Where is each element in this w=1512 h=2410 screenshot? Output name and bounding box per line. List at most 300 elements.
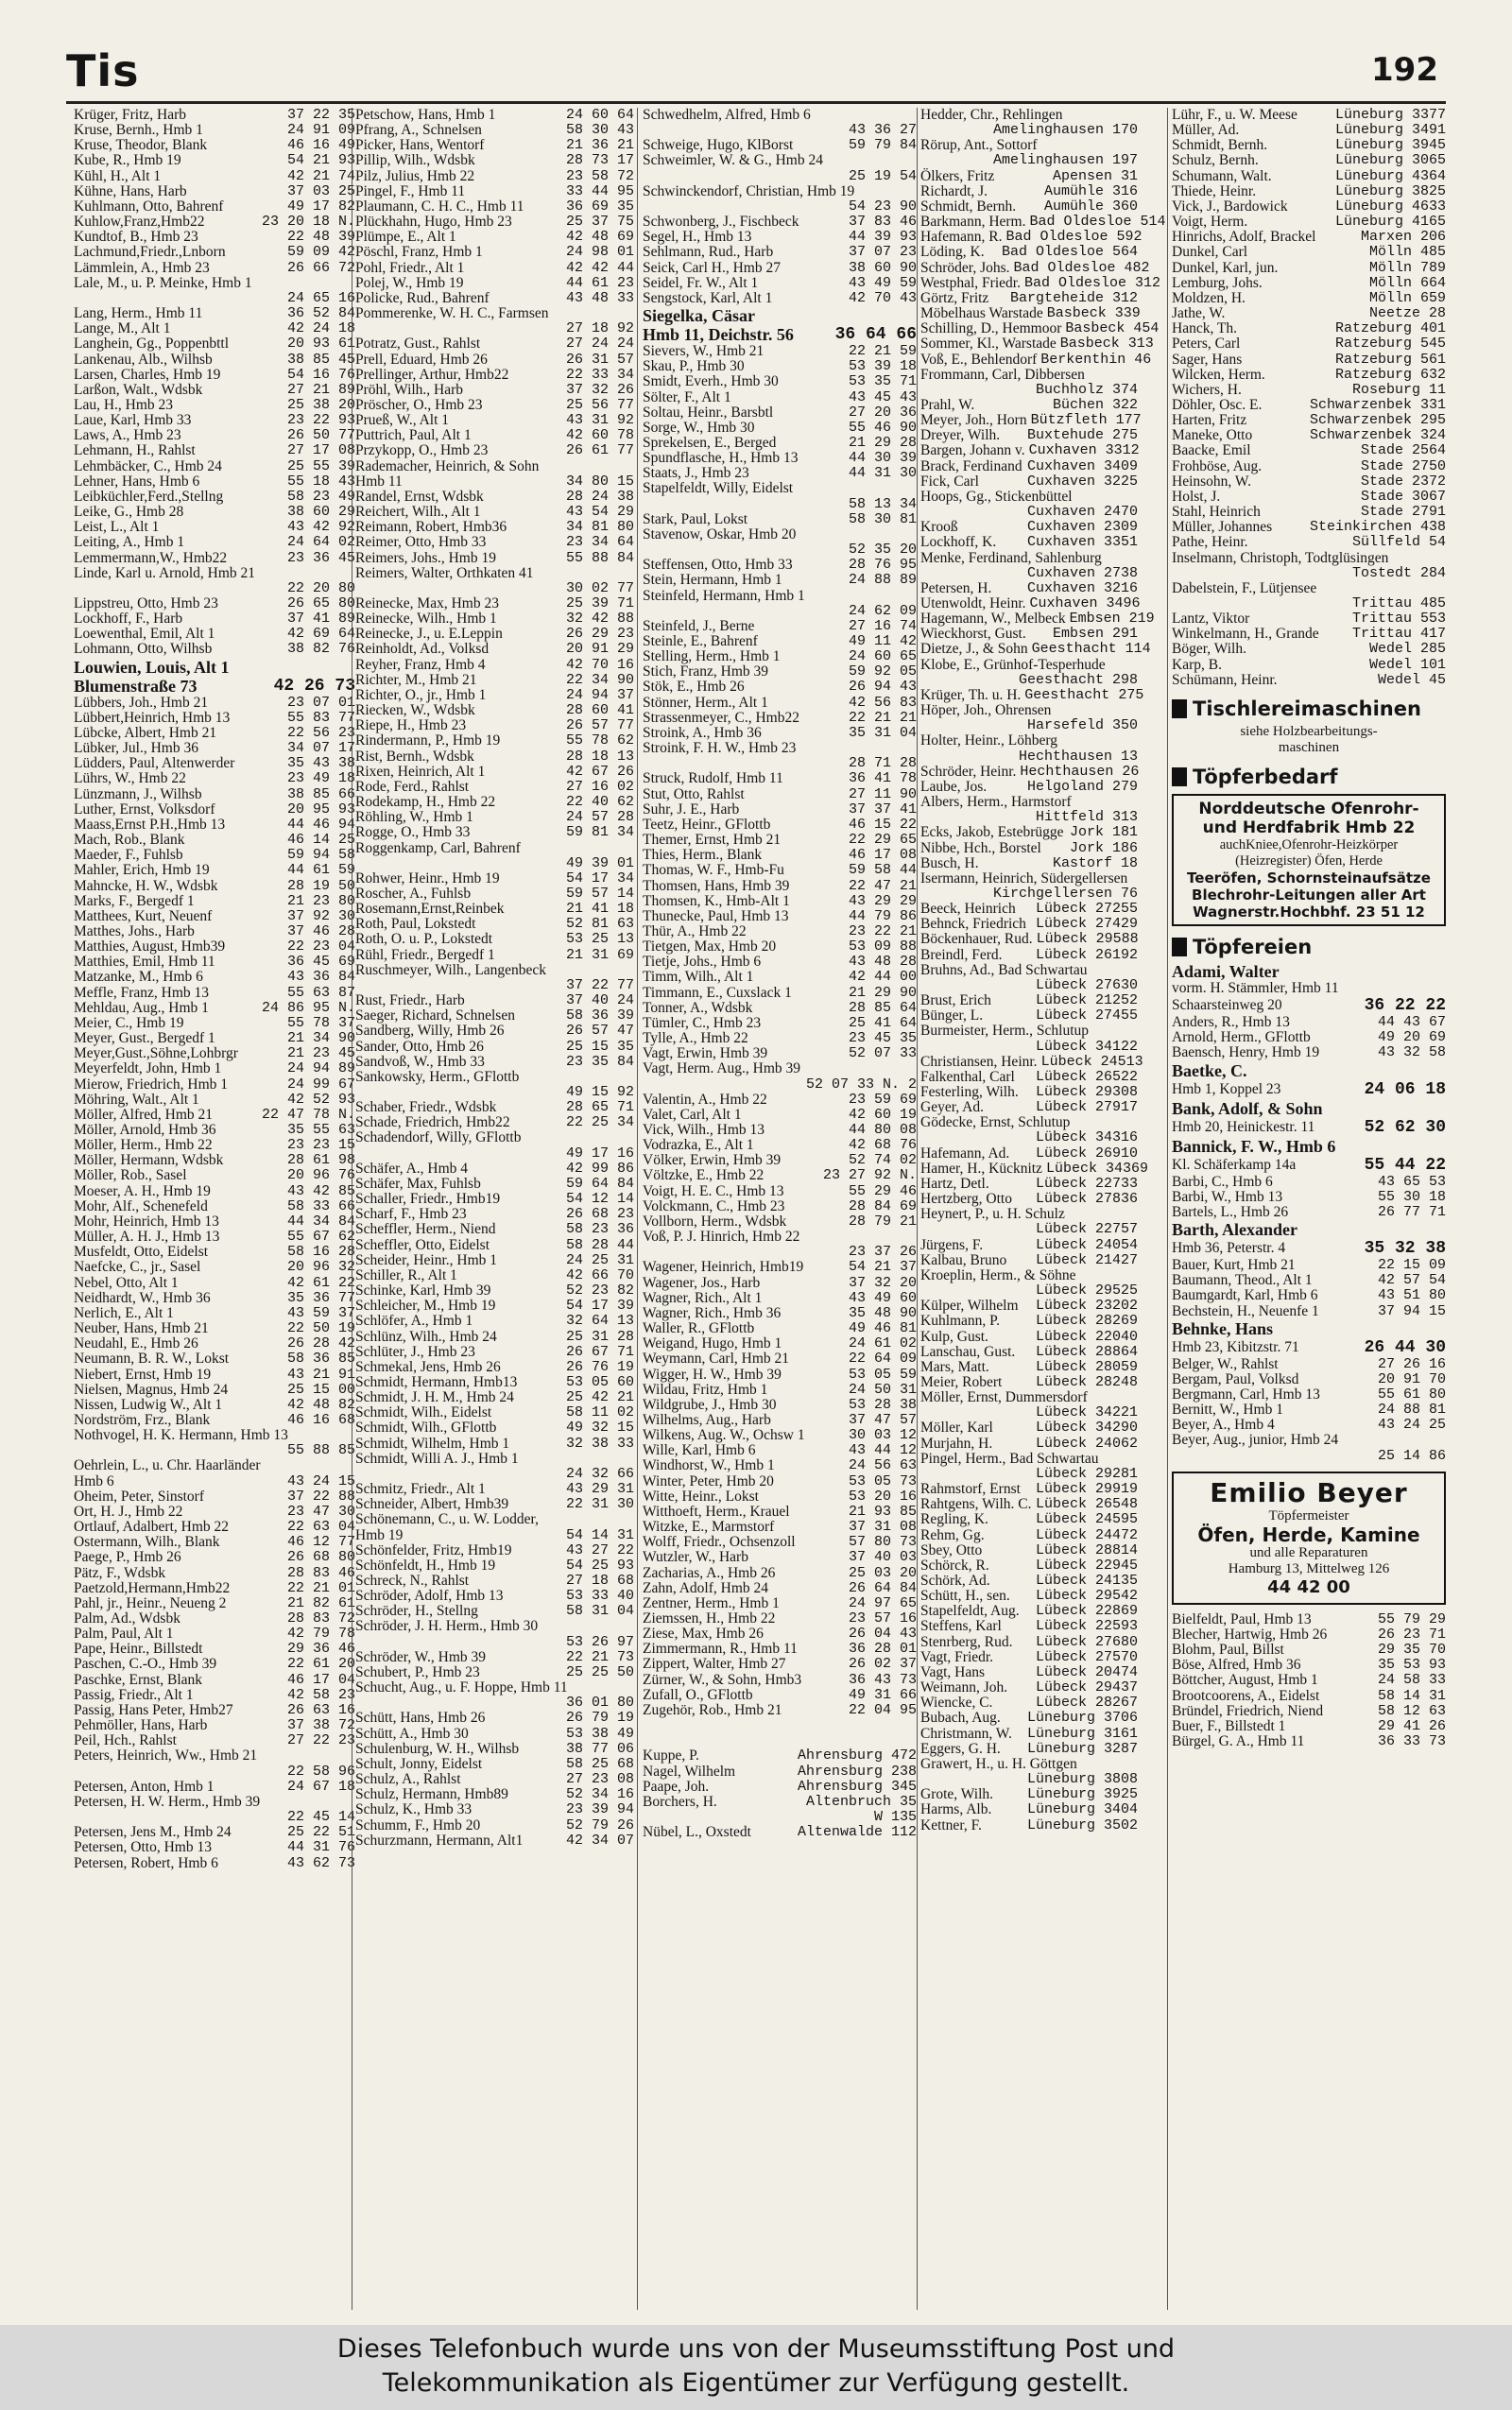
listing-entry <box>74 1550 355 1565</box>
listing-entry <box>355 520 634 535</box>
listing-entry <box>74 924 355 939</box>
entry-name: Frohböse, Aug. <box>1172 457 1263 474</box>
entry-phone: 24 61 02 <box>848 1335 917 1352</box>
entry-name: Hmb 11, Deichstr. 56 <box>643 325 794 345</box>
entry-phone: 25 56 77 <box>565 396 634 413</box>
listing-entry <box>355 1818 634 1833</box>
listing-entry <box>355 368 634 383</box>
listing-entry <box>355 1543 634 1558</box>
listing-entry <box>355 336 634 352</box>
entry-phone: 22 04 95 <box>848 1701 917 1718</box>
listing-entry <box>1172 596 1446 611</box>
entry-name: Paetzold,Hermann,Hmb22 <box>74 1579 231 1596</box>
entry-name: Möller, Alfred, Hmb 21 <box>74 1106 214 1123</box>
entry-name: Wigger, H. W., Hmb 39 <box>643 1366 782 1383</box>
listing-entry <box>643 1748 917 1764</box>
entry-name: Blumenstraße 73 <box>74 676 198 696</box>
listing-entry <box>74 368 355 383</box>
listing-entry <box>74 535 355 550</box>
entry-name: Lührs, W., Hmb 22 <box>74 770 186 787</box>
entry-phone: 35 43 38 <box>286 755 355 772</box>
listing-entry <box>920 595 1141 611</box>
entry-name: Moldzen, H. <box>1172 289 1246 306</box>
entry-name: Sievers, W., Hmb 21 <box>643 343 765 360</box>
entry-name: Stut, Otto, Rahlst <box>643 785 745 802</box>
entry-name: Krüger, Fritz, Harb <box>74 107 187 123</box>
entry-name <box>355 1085 363 1100</box>
listing-entry <box>74 863 355 878</box>
listing-entry <box>643 1688 917 1703</box>
entry-phone: 25 15 35 <box>565 1038 634 1055</box>
entry-phone: Lübeck 28248 <box>1035 1373 1138 1390</box>
listing-entry <box>1172 642 1446 657</box>
entry-name: Festerling, Wilh. <box>920 1084 1019 1100</box>
entry-phone: 37 37 41 <box>848 800 917 818</box>
entry-phone: 42 68 76 <box>848 1137 917 1154</box>
listing-entry <box>355 825 634 840</box>
entry-name: Hertzberg, Otto <box>920 1191 1012 1208</box>
entry-phone: Lübeck 34316 <box>1035 1129 1138 1146</box>
listing-entry <box>920 1727 1138 1742</box>
listing-entry <box>920 459 1138 474</box>
entry-phone: 53 33 40 <box>565 1588 634 1605</box>
listing-entry <box>643 879 917 894</box>
listing-entry <box>643 1780 917 1795</box>
entry-name: Baumgardt, Karl, Hmb 6 <box>1172 1287 1318 1304</box>
entry-name: Witthoeft, Herm., Krauel <box>643 1503 790 1520</box>
entry-phone: 53 35 71 <box>848 373 917 390</box>
listing-entry <box>1172 413 1446 428</box>
entry-phone: Lübeck 26522 <box>1035 1068 1138 1085</box>
entry-phone: 37 22 88 <box>286 1488 355 1505</box>
entry-name: Krooß <box>920 519 958 536</box>
listing-entry <box>74 108 355 123</box>
entry-phone: 25 38 20 <box>286 396 355 413</box>
entry-name: Bank, Adolf, & Sohn <box>1172 1098 1323 1118</box>
entry-name: Reimers, Johs., Hmb 19 <box>355 549 496 566</box>
entry-name: Blohm, Paul, Billst <box>1172 1642 1284 1659</box>
listing-entry <box>355 1085 634 1100</box>
listing-entry <box>355 1467 634 1482</box>
entry-phone: 26 94 43 <box>848 679 917 696</box>
entry-name: Struck, Rudolf, Hmb 11 <box>643 770 783 787</box>
entry-phone: Cuxhaven 3216 <box>1026 579 1138 596</box>
entry-name: Rahmstorf, Ernst <box>920 1481 1021 1498</box>
entry-phone: 42 70 43 <box>848 289 917 306</box>
entry-name: Neumann, B. R. W., Lokst <box>74 1351 230 1368</box>
entry-name: Steffensen, Otto, Hmb 33 <box>643 557 793 574</box>
entry-phone: 28 65 71 <box>565 1099 634 1116</box>
entry-phone: 24 60 65 <box>848 648 917 665</box>
listing-entry <box>643 634 917 649</box>
entry-name: Rühl, Friedr., Bergedf 1 <box>355 946 495 963</box>
entry-name: Schinke, Karl, Hmb 39 <box>355 1282 491 1300</box>
entry-name: Bielfeldt, Paul, Hmb 13 <box>1172 1610 1312 1627</box>
listing-entry <box>920 871 1138 887</box>
entry-phone: 23 58 72 <box>565 167 634 184</box>
entry-name <box>74 1443 81 1458</box>
listing-entry <box>1172 1372 1446 1387</box>
entry-name: Zacharias, A., Hmb 26 <box>643 1564 776 1581</box>
listing-entry <box>1172 1658 1446 1673</box>
entry-phone: Schwarzenbek 331 <box>1309 396 1446 413</box>
entry-phone: 24 32 66 <box>565 1465 634 1482</box>
entry-name: Neudahl, E., Hmb 26 <box>74 1335 198 1352</box>
entry-name: Matthies, August, Hmb39 <box>74 938 226 955</box>
listing-entry <box>1172 1239 1446 1258</box>
entry-phone: 21 34 90 <box>286 1030 355 1047</box>
listing-entry <box>74 658 355 677</box>
entry-phone: 26 66 72 <box>286 259 355 276</box>
listing-entry <box>920 765 1138 780</box>
listing-entry <box>643 405 917 421</box>
entry-phone: 43 48 33 <box>565 289 634 306</box>
footer-line-1: Dieses Telefonbuch wurde uns von der Museumsstiftung Post und <box>336 2334 1176 2364</box>
listing-entry <box>920 825 1138 840</box>
entry-name: Beeck, Heinrich <box>920 901 1016 918</box>
listing-entry <box>355 215 634 230</box>
entry-name: Riepe, H., Hmb 23 <box>355 717 467 734</box>
entry-phone: 23 37 26 <box>848 1244 917 1261</box>
entry-phone: 53 28 38 <box>848 1396 917 1413</box>
entry-phone: Lübeck 29542 <box>1035 1588 1138 1605</box>
ad-line: Öfen, Herde, Kamine <box>1197 1523 1420 1546</box>
entry-name: Mohr, Alf., Schenefeld <box>74 1197 208 1214</box>
entry-name: Schmidt, Wilh., GFlottb <box>355 1420 497 1437</box>
listing-entry <box>355 581 634 596</box>
entry-name <box>355 856 363 871</box>
entry-phone: 36 41 78 <box>848 770 917 787</box>
listing-entry <box>74 1688 355 1703</box>
entry-name: Peil, Hch., Rahlst <box>74 1732 177 1749</box>
listing-entry <box>920 1711 1138 1726</box>
entry-phone: 26 61 77 <box>565 442 634 459</box>
entry-phone: 46 12 77 <box>286 1534 355 1551</box>
listing-entry <box>920 917 1138 932</box>
entry-name: Sandberg, Willy, Hmb 26 <box>355 1023 505 1040</box>
entry-name: Stapelfeldt, Aug. <box>920 1603 1020 1620</box>
ad-phone: 44 42 00 <box>1267 1576 1350 1597</box>
listing-entry <box>1172 1643 1446 1658</box>
entry-name: Sandvoß, W., Hmb 33 <box>355 1053 485 1070</box>
listing-entry <box>1172 1273 1446 1288</box>
entry-phone: 53 09 88 <box>848 938 917 955</box>
entry-name: Larsen, Charles, Hmb 19 <box>74 366 221 383</box>
section-toepfereien <box>1172 936 1446 958</box>
listing-entry <box>1172 1627 1446 1643</box>
listing-entry <box>920 1177 1138 1192</box>
listing-entry <box>920 1742 1138 1757</box>
listing-entry <box>920 1085 1138 1100</box>
entry-name: Dunkel, Karl, jun. <box>1172 259 1279 276</box>
entry-name: Pehmöller, Hans, Harb <box>74 1717 208 1734</box>
entry-phone: 26 28 42 <box>286 1335 355 1352</box>
entry-name: Stapelfeldt, Willy, Eidelst <box>643 480 794 497</box>
entry-name: Maass,Ernst P.H.,Hmb 13 <box>74 816 226 833</box>
listing-entry <box>920 398 1138 413</box>
listing-entry <box>74 818 355 833</box>
column-divider <box>637 108 638 2310</box>
listing-entry <box>1172 336 1446 352</box>
entry-phone: 25 03 20 <box>848 1564 917 1581</box>
advertisement-emilio-beyer <box>1172 1472 1446 1605</box>
listing-entry <box>74 566 355 581</box>
entry-name: Schröder, Heinr. <box>920 763 1017 780</box>
entry-phone: Büchen 322 <box>1052 396 1138 413</box>
entry-phone: 43 62 73 <box>286 1854 355 1871</box>
listing-entry <box>1172 1015 1446 1030</box>
entry-name: Sehlmann, Rud., Harb <box>643 244 774 261</box>
listing-entry <box>74 1443 355 1458</box>
entry-phone: 35 32 38 <box>1364 1239 1446 1259</box>
entry-name: Kalbau, Bruno <box>920 1251 1007 1268</box>
entry-phone: 24 98 01 <box>565 244 634 261</box>
entry-phone: 52 81 63 <box>565 916 634 933</box>
listing-entry <box>355 718 634 733</box>
entry-phone: 37 22 35 <box>286 107 355 123</box>
entry-phone: Bad Oldesloe 482 <box>1013 259 1150 276</box>
listing-entry <box>355 765 634 780</box>
entry-phone: 37 38 72 <box>286 1717 355 1734</box>
entry-phone: Lübeck 27455 <box>1035 1007 1138 1024</box>
listing-entry <box>643 108 917 123</box>
entry-name: Rohwer, Heinr., Hmb 19 <box>355 869 500 887</box>
listing-entry <box>74 459 355 474</box>
listing-entry <box>355 291 634 306</box>
entry-name: Rist, Bernh., Wdsbk <box>355 748 474 765</box>
entry-name: Staats, J., Hmb 23 <box>643 465 749 482</box>
entry-phone: 43 32 58 <box>1377 1044 1446 1061</box>
listing-entry <box>643 153 917 168</box>
entry-phone: 27 16 74 <box>848 617 917 634</box>
entry-name: Schulz, K., Hmb 33 <box>355 1801 472 1818</box>
entry-phone: Schwarzenbek 295 <box>1309 412 1446 429</box>
listing-entry <box>1172 1387 1446 1403</box>
listing-entry <box>355 123 634 138</box>
listing-entry <box>74 123 355 138</box>
entry-phone: Lüneburg 3808 <box>1026 1771 1138 1788</box>
entry-phone: 44 80 08 <box>848 1122 917 1138</box>
listing-entry <box>920 1024 1138 1039</box>
entry-name: Sander, Otto, Hmb 26 <box>355 1038 484 1055</box>
listing-entry <box>643 1016 917 1031</box>
entry-name: Richardt, J. <box>920 182 988 199</box>
entry-phone: 22 40 62 <box>565 794 634 811</box>
entry-phone: 28 79 21 <box>848 1213 917 1230</box>
listing-entry <box>1172 581 1446 596</box>
listing-entry <box>920 259 1150 276</box>
entry-name: Beyer, A., Hmb 4 <box>1172 1417 1275 1434</box>
listing-entry <box>643 680 917 695</box>
listing-entry <box>920 686 1144 703</box>
entry-name: Lübbert,Heinrich, Hmb 13 <box>74 709 231 726</box>
listing-entry <box>355 1727 634 1742</box>
entry-phone: 30 03 12 <box>848 1427 917 1444</box>
entry-name: Petersen, Jens M., Hmb 24 <box>74 1824 232 1841</box>
entry-name: Weigand, Hugo, Hmb 1 <box>643 1335 782 1352</box>
entry-phone: 55 78 62 <box>565 732 634 749</box>
listing-entry <box>74 1046 355 1061</box>
entry-name: Schaller, Friedr., Hmb19 <box>355 1191 501 1208</box>
column-5-entries <box>1172 108 1446 688</box>
listing-entry <box>74 490 355 505</box>
listing-entry <box>920 138 1138 153</box>
entry-phone: 22 63 04 <box>286 1519 355 1536</box>
entry-phone: 22 47 21 <box>848 877 917 894</box>
entry-name: Meier, Robert <box>920 1373 1003 1390</box>
entry-phone: 24 56 63 <box>848 1457 917 1474</box>
listing-entry <box>920 291 1138 306</box>
entry-phone: 43 49 59 <box>848 274 917 291</box>
listing-entry <box>74 1168 355 1183</box>
listing-entry <box>355 1619 634 1634</box>
entry-name: Schadendorf, Willy, GFlottb <box>355 1129 522 1146</box>
entry-phone: 55 79 29 <box>1377 1610 1446 1627</box>
entry-phone: 52 35 20 <box>848 542 917 559</box>
entry-name: Siegelka, Cäsar <box>643 306 755 326</box>
entry-name: Rosemann,Ernst,Reinbek <box>355 901 505 918</box>
entry-name: Holst, J. <box>1172 488 1221 505</box>
listing-entry <box>1172 1175 1446 1190</box>
listing-entry <box>1172 1719 1446 1734</box>
entry-name: Mars, Matt. <box>920 1358 989 1375</box>
listing-entry <box>643 1733 917 1748</box>
entry-phone: 22 33 34 <box>565 366 634 383</box>
entry-name: Möller, Hermann, Wdsbk <box>74 1152 224 1169</box>
listing-entry <box>920 305 1141 322</box>
entry-name: Sbey, Otto <box>920 1541 983 1558</box>
listing-entry <box>920 1115 1138 1130</box>
header-keyword: Tis <box>66 45 140 96</box>
listing-entry <box>355 199 634 215</box>
entry-name: Bernitt, W., Hmb 1 <box>1172 1402 1283 1419</box>
entry-phone: 21 23 80 <box>286 892 355 909</box>
entry-phone: 59 57 14 <box>565 885 634 902</box>
entry-name: Hamer, H., Kücknitz <box>920 1160 1042 1177</box>
listing-entry <box>74 1795 355 1810</box>
listing-entry <box>1172 1156 1446 1175</box>
listing-entry <box>74 505 355 520</box>
entry-name: Schlüter, J., Hmb 23 <box>355 1343 475 1360</box>
entry-phone: 27 23 08 <box>565 1771 634 1788</box>
entry-name: Jathe, W. <box>1172 305 1226 322</box>
entry-phone: Cuxhaven 3312 <box>1028 442 1140 459</box>
listing-entry <box>355 993 634 1008</box>
entry-phone: Lübeck 26548 <box>1035 1496 1138 1513</box>
entry-name: Lockhoff, K. <box>920 534 997 551</box>
entry-phone: 23 34 64 <box>565 534 634 551</box>
entry-phone: 42 67 26 <box>565 763 634 780</box>
entry-name: Schulz, A., Rahlst <box>355 1771 461 1788</box>
entry-phone: 46 15 22 <box>848 816 917 833</box>
entry-name: Lippstreu, Otto, Hmb 23 <box>74 595 218 611</box>
entry-name <box>643 1810 650 1825</box>
ad-line: Teeröfen, Schornsteinaufsätze <box>1187 869 1431 887</box>
listing-entry <box>74 1673 355 1688</box>
entry-phone: 52 79 26 <box>565 1816 634 1833</box>
listing-entry <box>643 374 917 389</box>
entry-phone: 22 20 80 <box>286 579 355 596</box>
entry-phone: 28 76 95 <box>848 557 917 574</box>
listing-entry <box>643 276 917 291</box>
entry-phone: 42 99 86 <box>565 1160 634 1177</box>
listing-entry <box>355 1452 634 1467</box>
entry-phone: Bad Oldesloe 564 <box>1001 244 1138 261</box>
entry-name: Reimann, Robert, Hmb36 <box>355 519 507 536</box>
entry-phone: Mölln 789 <box>1368 259 1446 276</box>
entry-phone: 37 31 08 <box>848 1519 917 1536</box>
entry-name: Kuhlow,Franz,Hmb22 <box>74 214 205 231</box>
entry-name: Schubert, P., Hmb 23 <box>355 1663 480 1680</box>
entry-name: Stök, E., Hmb 26 <box>643 679 745 696</box>
entry-name: Maeder, F., Fuhlsb <box>74 847 183 864</box>
listing-entry <box>920 1100 1138 1115</box>
entry-name <box>920 1467 928 1482</box>
listing-entry <box>643 833 917 848</box>
entry-name: Plaumann, C. H. C., Hmb 11 <box>355 198 524 215</box>
entry-name <box>74 581 81 596</box>
listing-entry <box>74 1061 355 1076</box>
listing-entry <box>643 1138 917 1153</box>
entry-phone: 42 79 78 <box>286 1626 355 1643</box>
entry-phone: Lübeck 34122 <box>1035 1038 1138 1055</box>
entry-phone: 23 39 94 <box>565 1801 634 1818</box>
entry-name: Voß, P. J. Hinrich, Hmb 22 <box>643 1229 800 1246</box>
entry-phone: Ratzeburg 632 <box>1334 366 1446 383</box>
entry-name: Bründel, Friedrich, Niend <box>1172 1702 1324 1719</box>
entry-name: Barth, Alexander <box>1172 1220 1297 1240</box>
entry-phone: 49 46 81 <box>848 1320 917 1337</box>
entry-name: Teetz, Heinr., GFlottb <box>643 816 771 833</box>
listing-entry <box>1172 1030 1446 1045</box>
entry-name: Rehm, Gg. <box>920 1526 985 1543</box>
entry-name: Reinecke, J., u. E.Leppin <box>355 626 503 643</box>
listing-entry <box>1172 1418 1446 1433</box>
column-1 <box>74 108 355 2310</box>
entry-phone: Lübeck 24054 <box>1035 1236 1138 1253</box>
listing-entry <box>920 780 1138 795</box>
listing-entry <box>920 658 1138 673</box>
entry-name <box>1172 1449 1179 1464</box>
entry-name: Matthies, Emil, Hmb 11 <box>74 954 215 971</box>
entry-name: Schleicher, M., Hmb 19 <box>355 1298 496 1315</box>
entry-name: Hartz, Detl. <box>920 1175 989 1192</box>
listing-entry <box>74 1764 355 1780</box>
listing-entry <box>74 1245 355 1260</box>
entry-name: Baetke, C. <box>1172 1060 1247 1080</box>
entry-name: Spundflasche, H., Hmb 13 <box>643 450 799 467</box>
listing-entry <box>920 1420 1138 1436</box>
entry-name: Stahl, Heinrich <box>1172 504 1261 521</box>
entry-phone: 36 28 01 <box>848 1641 917 1658</box>
entry-phone: 21 82 61 <box>286 1594 355 1611</box>
ad-title: Emilio Beyer <box>1210 1476 1408 1508</box>
entry-name: Meffle, Franz, Hmb 13 <box>74 984 210 1001</box>
entry-phone: 26 57 47 <box>565 1023 634 1040</box>
entry-phone: 25 31 28 <box>565 1328 634 1345</box>
listing-entry <box>643 909 917 924</box>
listing-entry <box>355 1314 634 1329</box>
entry-phone: Lübeck 22040 <box>1035 1328 1138 1345</box>
entry-phone: Trittau 485 <box>1351 595 1446 611</box>
entry-phone: 26 64 84 <box>848 1579 917 1596</box>
listing-entry <box>355 398 634 413</box>
entry-list <box>1172 1258 1446 1319</box>
entry-phone: 25 55 39 <box>286 457 355 474</box>
entry-phone: 53 38 49 <box>565 1725 634 1742</box>
entry-name: Ziese, Max, Hmb 26 <box>643 1626 764 1643</box>
entry-phone: 22 21 01 <box>286 1579 355 1596</box>
